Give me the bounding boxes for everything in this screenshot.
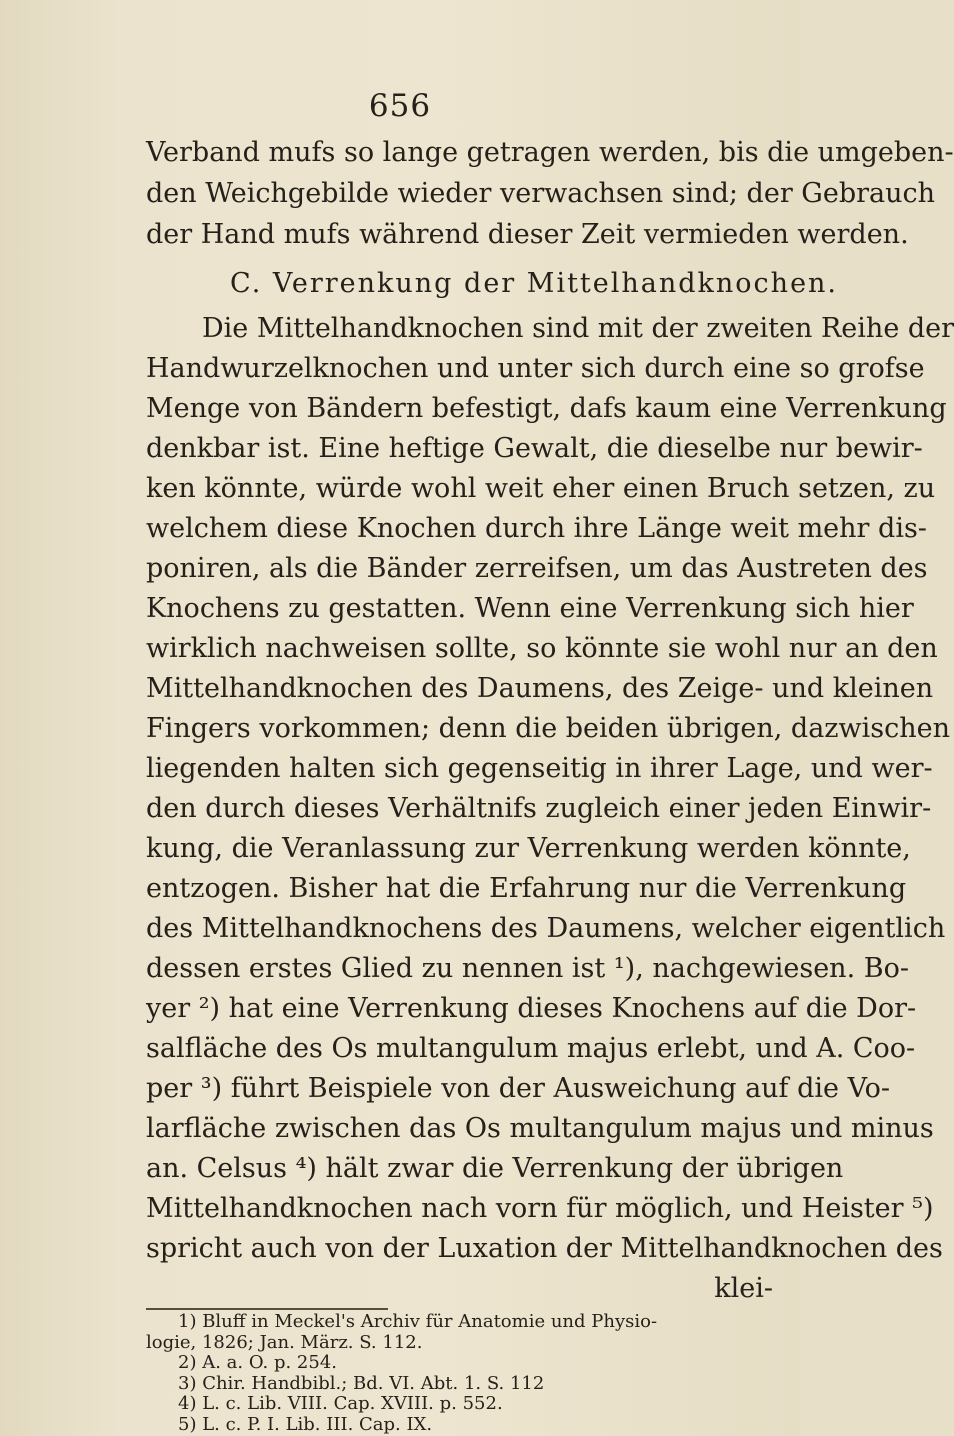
footnote: logie, 1826; Jan. März. S. 112. (146, 1331, 423, 1353)
text-line: spricht auch von der Luxation der Mittelhandknochen des (146, 1233, 943, 1264)
text-line: kung, die Veranlassung zur Verrenkung werden könnte, (146, 833, 911, 864)
text-line: entzogen. Bisher hat die Erfahrung nur die Verrenkung (146, 873, 907, 904)
text-line: larfläche zwischen das Os multangulum majus und minus (146, 1113, 934, 1144)
catchword: klei- (714, 1273, 773, 1304)
text-line: Mittelhandknochen nach vorn für möglich, und Heister ⁵) (146, 1193, 934, 1224)
footnote: 3) Chir. Handbibl.; Bd. VI. Abt. 1. S. 112 (178, 1372, 545, 1394)
text-line: Verband mufs so lange getragen werden, bis die umgeben- (146, 137, 954, 168)
text-line: Menge von Bändern befestigt, dafs kaum eine Verrenkung (146, 393, 947, 424)
text-line: ken könnte, würde wohl weit eher einen Bruch setzen, zu (146, 473, 936, 504)
text-line: wirklich nachweisen sollte, so könnte sie wohl nur an den (146, 633, 938, 664)
text-line: yer ²) hat eine Verrenkung dieses Knochens auf die Dor- (146, 993, 917, 1024)
text-line: denkbar ist. Eine heftige Gewalt, die dieselbe nur bewir- (146, 433, 923, 464)
text-line: Die Mittelhandknochen sind mit der zweiten Reihe der (202, 313, 954, 344)
text-line: Fingers vorkommen; denn die beiden übrigen, dazwischen (146, 713, 951, 744)
text-line: an. Celsus ⁴) hält zwar die Verrenkung der übrigen (146, 1153, 844, 1184)
text-line: des Mittelhandknochens des Daumens, welcher eigentlich (146, 913, 946, 944)
text-line: den durch dieses Verhältnifs zugleich einer jeden Einwir- (146, 793, 932, 824)
footnote: 5) L. c. P. I. Lib. III. Cap. IX. (178, 1413, 433, 1435)
text-line: poniren, als die Bänder zerreifsen, um das Austreten des (146, 553, 928, 584)
text-line: den Weichgebilde wieder verwachsen sind; der Gebrauch (146, 178, 936, 209)
footnote: 1) Bluff in Meckel's Archiv für Anatomie und Physio- (178, 1311, 658, 1332)
section-heading: C. Verrenkung der Mittelhandknochen. (230, 268, 839, 299)
text-line: Knochens zu gestatten. Wenn eine Verrenkung sich hier (146, 593, 914, 624)
text-line: per ³) führt Beispiele von der Ausweichung auf die Vo- (146, 1073, 891, 1104)
page-number: 656 (368, 88, 432, 124)
text-line: salfläche des Os multangulum majus erlebt, und A. Coo- (146, 1033, 916, 1064)
text-line: liegenden halten sich gegenseitig in ihrer Lage, und wer- (146, 753, 933, 784)
text-line: Mittelhandknochen des Daumens, des Zeige- und kleinen (146, 673, 934, 704)
footnote: 4) L. c. Lib. VIII. Cap. XVIII. p. 552. (178, 1393, 503, 1414)
text-line: Handwurzelknochen und unter sich durch eine so grofse (146, 353, 925, 384)
text-line: dessen erstes Glied zu nennen ist ¹), nachgewiesen. Bo- (146, 953, 909, 984)
text-line: der Hand mufs während dieser Zeit vermieden werden. (146, 219, 909, 250)
footnote-separator-rule (146, 1308, 388, 1310)
text-line: welchem diese Knochen durch ihre Länge weit mehr dis- (146, 513, 927, 544)
footnote: 2) A. a. O. p. 254. (178, 1352, 338, 1373)
